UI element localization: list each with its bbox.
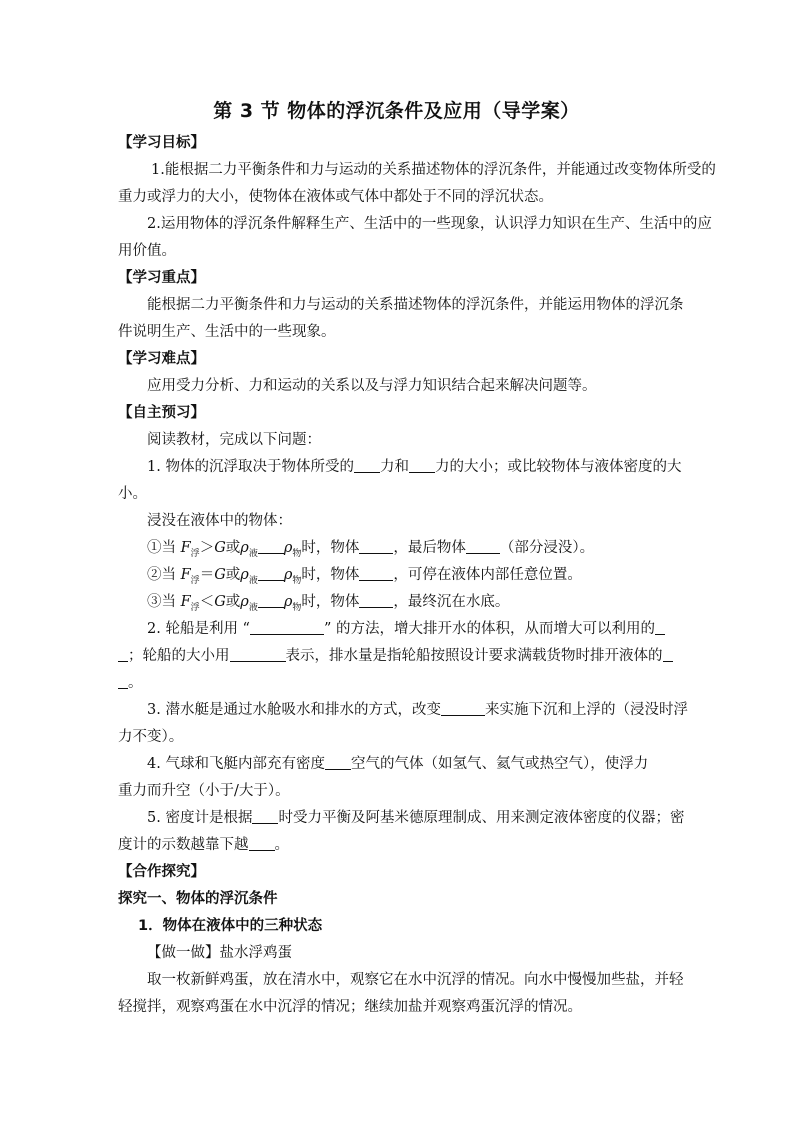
question-3a: 3. 潜水艇是通过水舱吸水和排水的方式，改变 来实施下沉和上浮的（浸没时浮	[118, 697, 678, 724]
blank	[118, 645, 128, 662]
document-body	[118, 130, 716, 1021]
blank	[441, 699, 485, 716]
key-a: 能根据二力平衡条件和力与运动的关系描述物体的浮沉条件，并能运用物体的浮沉条	[147, 297, 684, 313]
goal-1a: 1.能根据二力平衡条件和力与运动的关系描述物体的浮沉条件，并能通过改变物体所受的	[151, 162, 716, 178]
blank	[663, 645, 673, 662]
explore-1-title: 探究一、物体的浮沉条件	[118, 891, 278, 907]
heading-key: 【学习重点】	[118, 270, 205, 286]
blank	[466, 537, 500, 554]
blank	[258, 537, 284, 554]
blank	[230, 645, 286, 662]
heading-cooperation: 【合作探究】	[118, 864, 205, 880]
preview-intro: 阅读教材，完成以下问题：	[147, 432, 321, 448]
blank	[249, 834, 275, 851]
blank	[250, 618, 324, 635]
question-2a: 2. 轮船是利用 “ ” 的方法，增大排开水的体积，从而增大可以利用的	[118, 616, 678, 643]
heading-difficulty: 【学习难点】	[118, 351, 205, 367]
blank	[359, 564, 393, 581]
blank	[359, 537, 393, 554]
goal-2a: 2.运用物体的浮沉条件解释生产、生活中的一些现象，认识浮力知识在生产、生活中的应	[147, 216, 712, 232]
question-1c: 浸没在液体中的物体：	[147, 513, 292, 529]
try-b: 轻搅拌，观察鸡蛋在水中沉浮的情况；继续加盐并观察鸡蛋沉浮的情况。	[118, 999, 582, 1015]
goal-2b: 用价值。	[118, 243, 176, 259]
blank	[359, 591, 393, 608]
try-heading: 【做一做】盐水浮鸡蛋	[147, 945, 292, 961]
blank	[252, 807, 278, 824]
diff-a: 应用受力分析、力和运动的关系以及与浮力知识结合起来解决问题等。	[147, 378, 597, 394]
question-2b: ；轮船的大小用 表示，排水量是指轮船按照设计要求满载货物时排开液体的	[118, 643, 678, 670]
condition-1: ①当 $F_浮>G$或$\rho_液$ $\rho_物$时，物体 ，最后物体 （部分浸没）。	[118, 535, 678, 562]
blank	[409, 456, 435, 473]
question-1b: 小。	[118, 486, 147, 502]
goal-1b: 重力或浮力的大小，使物体在液体或气体中都处于不同的浮沉状态。	[118, 189, 553, 205]
question-4a: 4. 气球和飞艇内部充有密度 空气的气体（如氢气、氦气或热空气），使浮力	[118, 751, 678, 778]
question-1a: 1. 物体的沉浮取决于物体所受的 力和 力的大小；或比较物体与液体密度的大	[118, 454, 678, 481]
question-5a: 5. 密度计是根据 时受力平衡及阿基米德原理制成、用来测定液体密度的仪器；密	[118, 805, 678, 832]
question-3b: 力不变）。	[118, 729, 184, 745]
condition-2: ②当 $F_浮=G$或$\rho_液$ $\rho_物$时，物体 ，可停在液体内部任意位置。	[118, 562, 678, 589]
blank	[258, 591, 284, 608]
blank	[258, 564, 284, 581]
explore-1-subtitle: 1．物体在液体中的三种状态	[138, 918, 323, 934]
heading-preview: 【自主预习】	[118, 405, 205, 421]
question-2c: 。	[118, 670, 678, 697]
blank	[354, 456, 380, 473]
condition-3: ③当 $F_浮<G$或$\rho_液$ $\rho_物$时，物体 ，最终沉在水底。	[118, 589, 678, 616]
heading-goal: 【学习目标】	[118, 135, 205, 151]
try-a: 取一枚新鲜鸡蛋，放在清水中，观察它在水中沉浮的情况。向水中慢慢加些盐，并轻	[147, 972, 684, 988]
key-b: 件说明生产、生活中的一些现象。	[118, 324, 336, 340]
blank	[325, 753, 351, 770]
blank	[655, 618, 665, 635]
question-5b: 度计的示数越靠下越 。	[118, 832, 678, 859]
question-4b: 重力而升空（小于/大于）。	[118, 783, 290, 799]
page-title: 第 3 节 物体的浮沉条件及应用（导学案）	[213, 100, 580, 122]
blank	[118, 672, 128, 689]
